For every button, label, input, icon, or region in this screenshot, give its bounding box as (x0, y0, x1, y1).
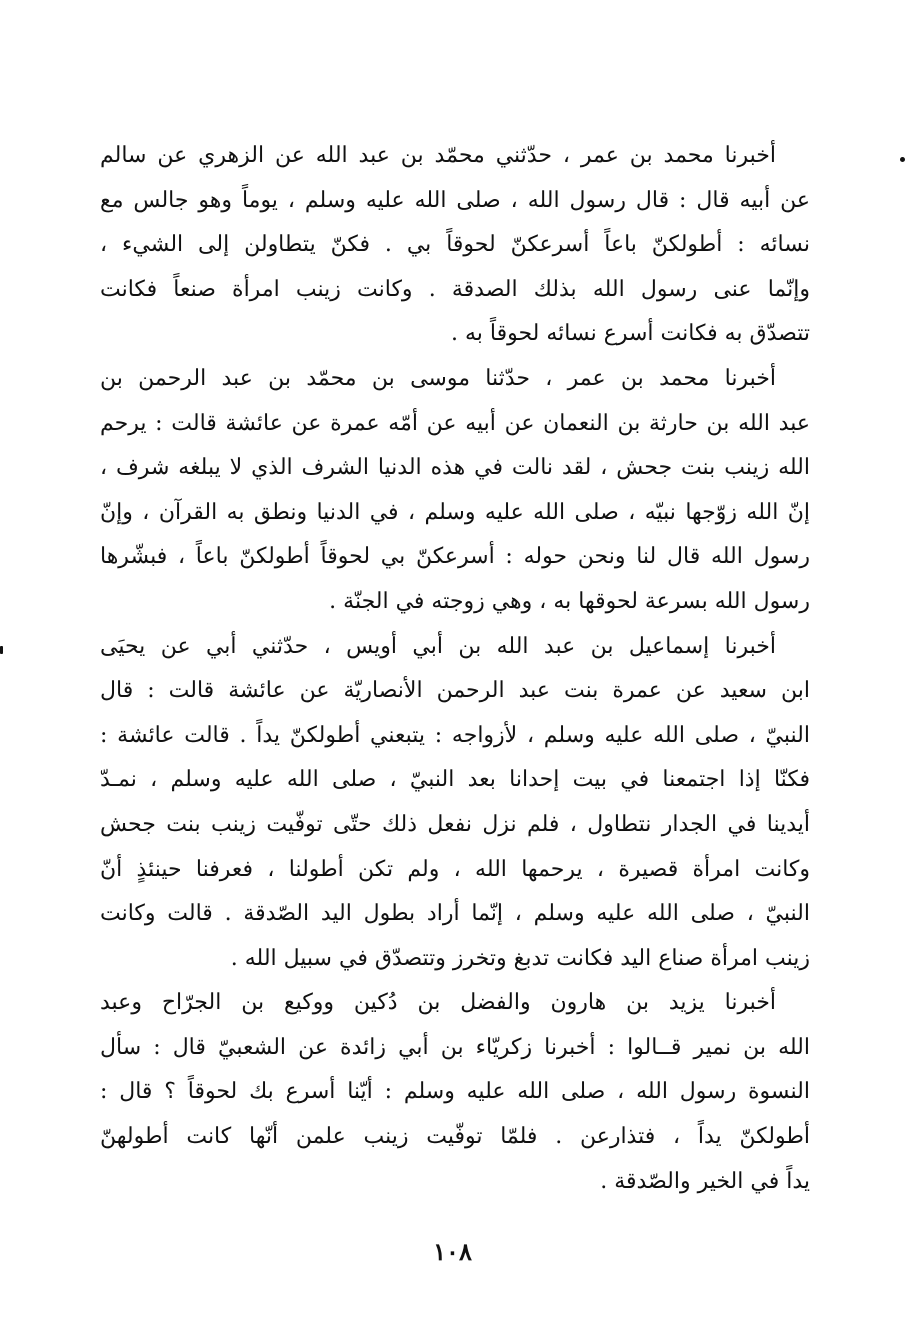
page-number: ١٠٨ (433, 1237, 472, 1266)
text-line: إنّ الله زوّجها نبيّه ، صلى الله عليه وسلم ، في الدنيا ونطق به القرآن ، وإنّ (100, 499, 810, 525)
text-line: أطولكنّ يداً ، فتذارعن . فلمّا توفّيت زينب علمن أنّها كانت أطولهنّ (100, 1124, 810, 1150)
text-line: أخبرنا محمد بن عمر ، حدّثنا موسى بن محمّد بن عبد الرحمن بن (100, 365, 776, 391)
text-line: الله زينب بنت جحش ، لقد نالت في هذه الدنيا الشرف الذي لا يبلغه شرف ، (100, 455, 810, 481)
text-line: النسوة رسول الله ، صلى الله عليه وسلم : أيّنا أسرع بك لحوقاً ؟ قال : (100, 1079, 810, 1105)
text-line: ابن سعيد عن عمرة بنت عبد الرحمن الأنصاريّة عن عائشة قالت : قال (100, 678, 810, 704)
text-line: تتصدّق به فكانت أسرع نسائه لحوقاً به . (450, 321, 810, 347)
text-line: النبيّ ، صلى الله عليه وسلم ، إنّما أراد بطول اليد الصّدقة . قالت وكانت (100, 901, 810, 927)
text-line: نسائه : أطولكنّ باعاً أسرعكنّ لحوقاً بي . فكنّ يتطاولن إلى الشيء ، (100, 232, 810, 258)
text-line: أخبرنا يزيد بن هارون والفضل بن دُكين ووكيع بن الجرّاح وعبد (100, 990, 776, 1016)
text-line: أخبرنا محمد بن عمر ، حدّثني محمّد بن عبد الله عن الزهري عن سالم (100, 143, 776, 168)
text-line: الله بن نمير قــالوا : أخبرنا زكريّاء بن أبي زائدة عن الشعبيّ قال : سأل (100, 1034, 810, 1060)
body-text (100, 134, 810, 1204)
text-line: زينب امرأة صناع اليد فكانت تدبغ وتخرز وتتصدّق في سبيل الله . (230, 945, 810, 971)
text-line: أيدينا في الجدار نتطاول ، فلم نزل نفعل ذلك حتّى توفّيت زينب بنت جحش (100, 811, 810, 837)
text-line: أخبرنا إسماعيل بن عبد الله بن أبي أويس ، حدّثني أبي عن يحيَى (100, 633, 776, 659)
text-line: النبيّ ، صلى الله عليه وسلم ، لأزواجه : يتبعني أطولكنّ يداً . قالت عائشة : (100, 722, 810, 748)
text-line: وإنّما عنى رسول الله بذلك الصدقة . وكانت زينب امرأة صنعاً فكانت (100, 276, 810, 302)
text-line: عبد الله بن حارثة بن النعمان عن أبيه عن أمّه عمرة عن عائشة قالت : يرحم (100, 410, 810, 436)
margin-mark (0, 646, 3, 654)
text-line: وكانت امرأة قصيرة ، يرحمها الله ، ولم تكن أطولنا ، فعرفنا حينئذٍ أنّ (100, 856, 810, 882)
text-line: رسول الله بسرعة لحوقها به ، وهي زوجته في الجنّة . (329, 588, 810, 614)
text-line: فكنّا إذا اجتمعنا في بيت إحدانا بعد النبيّ ، صلى الله عليه وسلم ، نمـدّ (100, 767, 810, 793)
margin-mark (900, 157, 905, 162)
text-line: رسول الله قال لنا ونحن حوله : أسرعكنّ بي لحوقاً أطولكنّ باعاً ، فبشّرها (100, 544, 810, 570)
text-line: يداً في الخير والصّدقة . (600, 1168, 810, 1194)
text-line: عن أبيه قال : قال رسول الله ، صلى الله عليه وسلم ، يوماً وهو جالس مع (100, 187, 810, 213)
